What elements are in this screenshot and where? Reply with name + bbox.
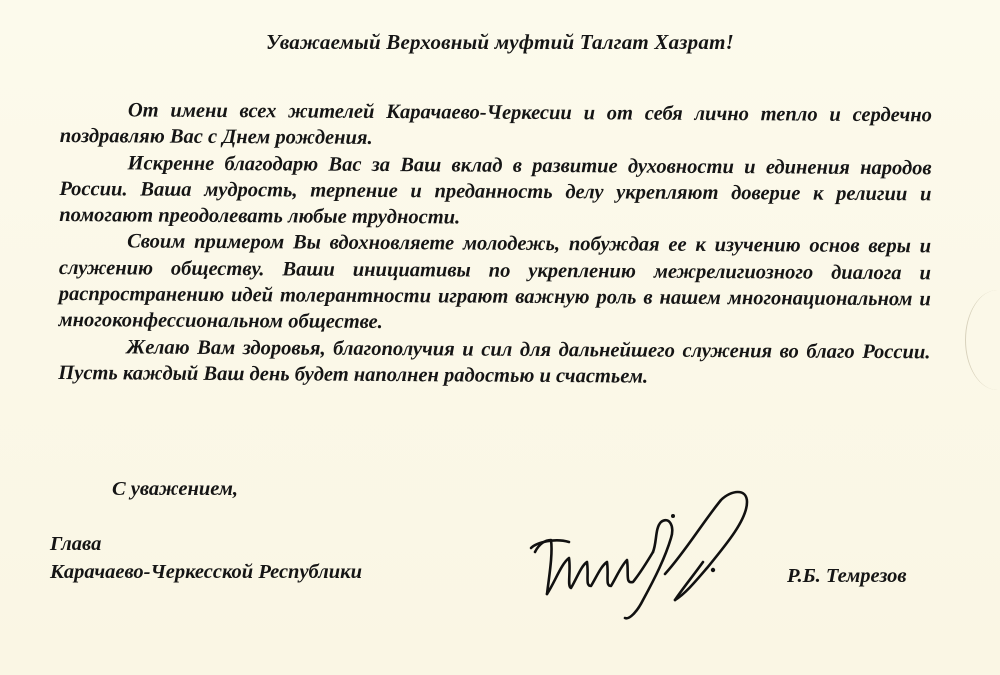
card-notch [965, 290, 1000, 390]
letter-paragraph-3: Своим примером Вы вдохновляете молодежь, побуждая ее к изучению основ веры и служению обществу. Ваши инициативы по укреплению межрелигиозного диалога и распространению идей толерантности играют важную роль в нашем многонациональном и многоконфессиональном обществе. [58, 230, 932, 334]
letter-closing: С уважением, [112, 478, 239, 500]
signer-position-line-2: Карачаево-Черкесской Республики [50, 561, 362, 583]
letter-paragraph-4: Желаю Вам здоровья, благополучия и сил для дальнейшего служения во благо России. Пусть каждый Ваш день будет наполнен радостью и счастьем. [58, 336, 931, 388]
letter-body [58, 97, 932, 392]
signer-name: Р.Б. Темрезов [787, 565, 907, 587]
letter-paragraph-1: От имени всех жителей Карачаево-Черкесии и от себя лично тепло и сердечно поздравляю Вас с Днем рождения. [59, 99, 932, 150]
letter-greeting: Уважаемый Верховный муфтий Талгат Хазрат! [266, 30, 734, 54]
letter-paragraph-2: Искренне благодарю Вас за Ваш вклад в развитие духовности и единения народов России. Ваша мудрость, терпение и преданность делу укрепляют доверие к религии и помогают преодолевать любые трудности. [59, 152, 932, 229]
handwritten-signature [525, 482, 765, 632]
signer-position-line-1: Глава [50, 533, 102, 555]
signer-position [50, 530, 362, 586]
